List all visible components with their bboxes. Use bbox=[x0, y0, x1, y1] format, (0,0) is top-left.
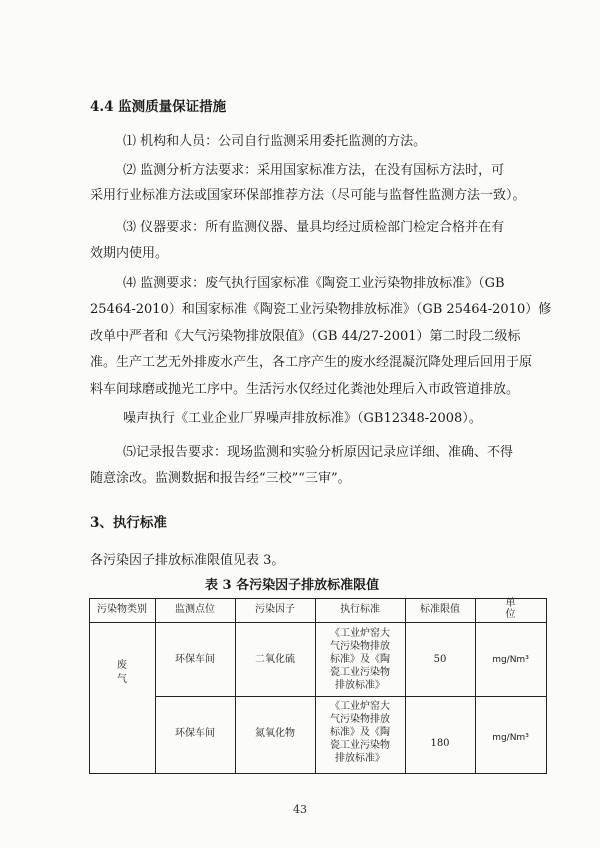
paragraph-line: 改单中严者和《大气污染物排放限值》（GB 44/27-2001）第二时段二级标 bbox=[90, 329, 521, 344]
paragraph-line: ⑶ 仪器要求：所有监测仪器、量具均经过质检部门检定合格并在有 bbox=[123, 220, 505, 235]
paragraph-line: 25464-2010）和国家标准《陶瓷工业污染物排放标准》（GB 25464-2010）修 bbox=[90, 302, 552, 317]
row1-limit: 50 bbox=[433, 654, 447, 665]
header-category: 污染物类别 bbox=[97, 604, 147, 615]
header-standard: 执行标准 bbox=[340, 604, 380, 615]
row2-standard-line: 《工业炉窑大 bbox=[330, 701, 390, 712]
row2-standard-line: 排放标准》 bbox=[335, 753, 385, 764]
row2-factor: 氮氧化物 bbox=[255, 728, 295, 739]
header-point: 监测点位 bbox=[175, 604, 215, 615]
row2-standard-line: 标准》及《陶 bbox=[330, 727, 390, 738]
paragraph-line: ⑵ 监测分析方法要求：采用国家标准方法，在没有国标方法时，可 bbox=[123, 163, 505, 178]
row1-unit: mg/Nm³ bbox=[492, 655, 529, 665]
paragraph-line: ⑴ 机构和人员：公司自行监测采用委托监测的方法。 bbox=[123, 134, 427, 149]
category-cell-line2: 气 bbox=[117, 674, 127, 685]
row1-factor: 二氧化硫 bbox=[255, 654, 295, 665]
section-heading-standards: 3、执行标准 bbox=[90, 515, 167, 531]
paragraph-line: 料车间球磨或抛光工序中。生活污水仅经过化粪池处理后入市政管道排放。 bbox=[90, 382, 520, 397]
row1-standard-line: 标准》及《陶 bbox=[330, 654, 390, 665]
row2-point: 环保车间 bbox=[175, 728, 215, 739]
table-intro: 各污染因子排放标准限值见表 3。 bbox=[90, 553, 285, 568]
header-factor: 污染因子 bbox=[255, 604, 295, 615]
paragraph-line: 随意涂改。监测数据和报告经“三校”“三审”。 bbox=[90, 471, 351, 486]
paragraph-line: ⑸记录报告要求：现场监测和实验分析原因记录应详细、准确、不得 bbox=[123, 445, 514, 460]
header-unit-line1: 单 bbox=[505, 598, 516, 609]
emission-standards-table bbox=[89, 598, 547, 774]
page-number: 43 bbox=[293, 803, 307, 816]
category-cell-line1: 废 bbox=[117, 660, 127, 671]
row2-unit: mg/Nm³ bbox=[492, 733, 529, 743]
row2-standard-line: 气污染物排放 bbox=[330, 714, 390, 725]
header-unit-line2: 位 bbox=[505, 609, 516, 620]
row1-standard-line: 排放标准》 bbox=[335, 680, 385, 691]
paragraph-line: 采用行业标准方法或国家环保部推荐方法（尽可能与监督性监测方法一致）。 bbox=[90, 188, 526, 203]
row1-standard-line: 瓷工业污染物 bbox=[330, 667, 390, 678]
paragraph-line: 噪声执行《工业企业厂界噪声排放标准》（GB12348-2008）。 bbox=[123, 411, 482, 426]
table-title: 表 3 各污染因子排放标准限值 bbox=[205, 578, 380, 593]
paragraph-line: 准。生产工艺无外排废水产生，各工序产生的废水经混凝沉降处理后回用于原 bbox=[90, 355, 533, 370]
section-heading-quality: 4.4 监测质量保证措施 bbox=[90, 99, 227, 115]
row2-limit: 180 bbox=[430, 738, 450, 749]
row1-standard-line: 气污染物排放 bbox=[330, 641, 390, 652]
row1-point: 环保车间 bbox=[175, 654, 215, 665]
row2-standard-line: 瓷工业污染物 bbox=[330, 740, 390, 751]
row1-standard-line: 《工业炉窑大 bbox=[330, 628, 390, 639]
paragraph-line: ⑷ 监测要求：废气执行国家标准《陶瓷工业污染物排放标准》（GB bbox=[123, 276, 505, 291]
header-limit: 标准限值 bbox=[420, 604, 460, 615]
paragraph-line: 效期内使用。 bbox=[90, 246, 169, 261]
